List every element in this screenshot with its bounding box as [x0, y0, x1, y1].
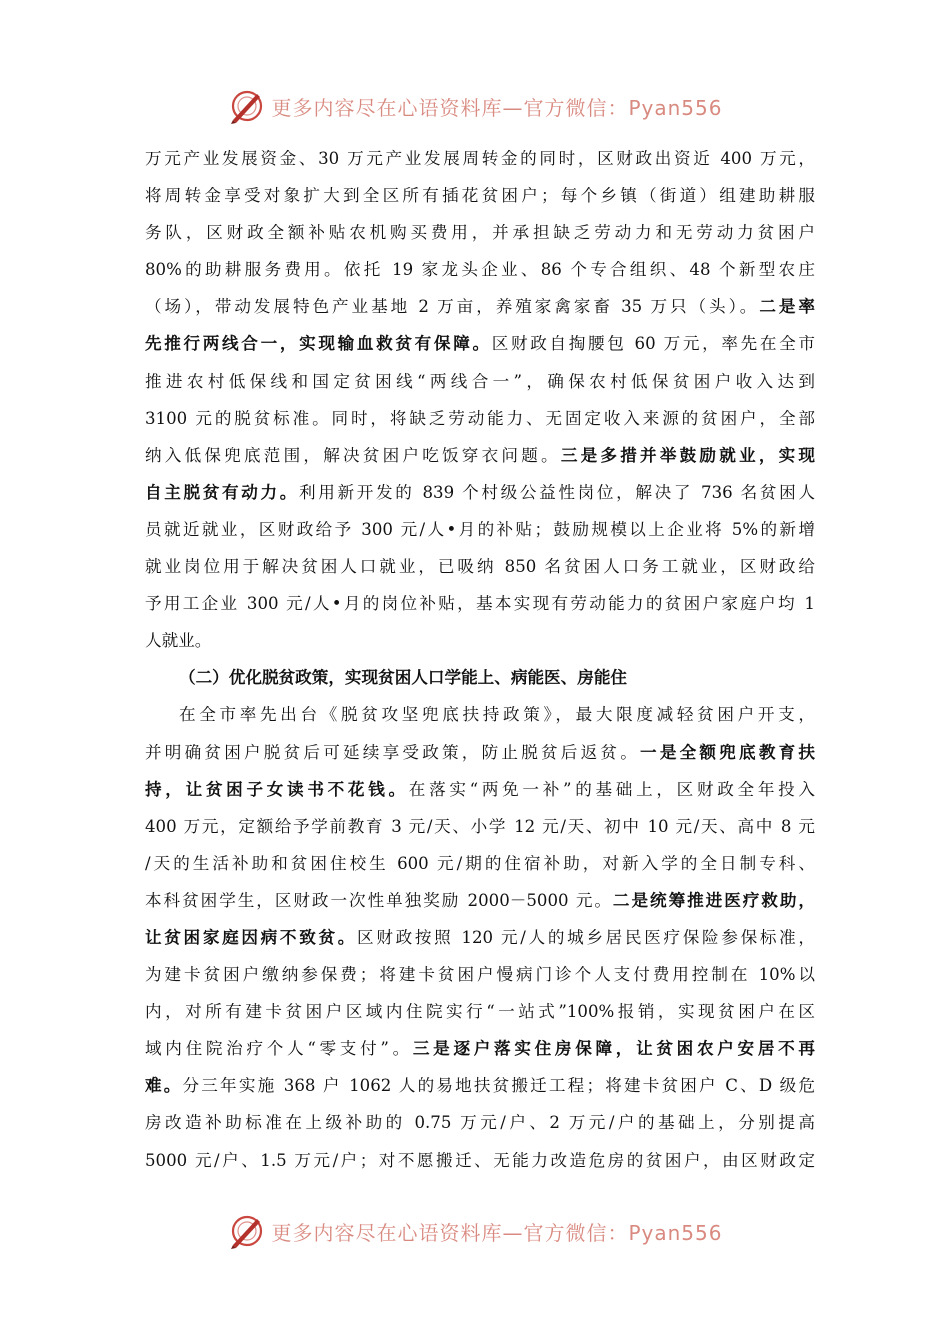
bold-heading: 三是多措并举鼓励就业，实现: [560, 444, 816, 465]
bold-heading: 持，让贫困子女读书不花钱。: [145, 778, 409, 799]
bold-heading: 难。: [145, 1075, 183, 1096]
bold-heading: 先推行两线合一，实现输血救贫有保障。: [145, 333, 492, 354]
text-line: （场），带动发展特色产业基地 2 万亩，养殖家禽家畜 35 万只（头）。二是率: [145, 296, 816, 317]
text-line: 持，让贫困子女读书不花钱。在落实“两免一补”的基础上，区财政全年投入: [145, 778, 816, 799]
text-line: 并明确贫困户脱贫后可延续享受政策，防止脱贫后返贫。一是全额兜底教育扶: [145, 741, 816, 762]
pen-logo-icon: [227, 1211, 267, 1251]
text-line: 自主脱贫有动力。利用新开发的 839 个村级公益性岗位，解决了 736 名贫困人: [145, 481, 816, 502]
text-line: 400 万元，定额给予学前教育 3 元/天、小学 12 元/天、初中 10 元/天、高中 8 元: [145, 816, 815, 836]
text-line: 推进农村低保线和国定贫困线“两线合一”，确保农村低保贫困户收入达到: [145, 371, 815, 391]
text-line: 万元产业发展资金、30 万元产业发展周转金的同时，区财政出资近 400 万元，: [145, 149, 815, 168]
text-line: 纳入低保兜底范围，解决贫困户吃饭穿衣问题。三是多措并举鼓励就业，实现: [145, 444, 816, 465]
watermark-header: [0, 84, 950, 128]
text-line: 内，对所有建卡贫困户区域内住院实行“一站式”100%报销，实现贫困户在区: [145, 1002, 815, 1022]
text-line: 为建卡贫困户缴纳参保费；将建卡贫困户慢病门诊个人支付费用控制在 10%以: [145, 965, 815, 985]
watermark-footer: [0, 1209, 950, 1253]
section-heading: （二）优化脱贫政策，实现贫困人口学能上、病能医、房能住: [179, 667, 628, 688]
bold-heading: 二是率: [759, 296, 816, 317]
text-line: 将周转金享受对象扩大到全区所有插花贫困户；每个乡镇（街道）组建助耕服: [145, 186, 815, 206]
text-line: 域内住院治疗个人“零支付”。三是逐户落实住房保障，让贫困农户安居不再: [145, 1038, 816, 1059]
text-line: 房改造补助标准在上级补助的 0.75 万元/户、2 万元/户的基础上，分别提高: [145, 1113, 815, 1133]
text-line: 先推行两线合一，实现输血救贫有保障。区财政自掏腰包 60 万元，率先在全市: [145, 333, 816, 354]
pen-logo-icon: [227, 86, 267, 126]
bold-heading: 二是统筹推进医疗救助，: [612, 889, 815, 910]
text-line: 5000 元/户、1.5 万元/户；对不愿搬迁、无能力改造危房的贫困户，由区财政定: [145, 1150, 815, 1170]
text-line: 务队，区财政全额补贴农机购买费用，并承担缺乏劳动力和无劳动力贫困户: [145, 223, 815, 243]
bold-heading: 三是逐户落实住房保障，让贫困农户安居不再: [412, 1038, 816, 1059]
text-line: 员就近就业，区财政给予 300 元/人•月的补贴；鼓励规模以上企业将 5%的新增: [145, 519, 815, 539]
text-line: 3100 元的脱贫标准。同时，将缺乏劳动能力、无固定收入来源的贫困户，全部: [145, 408, 815, 428]
bold-heading: 自主脱贫有动力。: [145, 481, 300, 502]
text-line: 予用工企业 300 元/人•月的岗位补贴，基本实现有劳动能力的贫困户家庭户均 1: [145, 594, 815, 614]
bold-heading: 一是全额兜底教育扶: [640, 741, 816, 762]
text-line: 80%的助耕服务费用。依托 19 家龙头企业、86 个专合组织、48 个新型农庄: [145, 260, 815, 280]
bold-heading: 让贫困家庭因病不致贫。: [145, 926, 358, 947]
text-line: 本科贫困学生，区财政一次性单独奖励 2000－5000 元。二是统筹推进医疗救助，: [145, 889, 815, 910]
watermark-text: 更多内容尽在心语资料库—官方微信：Pyan556: [271, 95, 723, 120]
watermark-text: 更多内容尽在心语资料库—官方微信：Pyan556: [271, 1220, 723, 1245]
text-line: /天的生活补助和贫困住校生 600 元/期的住宿补助，对新入学的全日制专科、: [145, 853, 815, 873]
text-line: 就业岗位用于解决贫困人口就业，已吸纳 850 名贫困人口务工就业，区财政给: [145, 557, 815, 577]
text-line: 让贫困家庭因病不致贫。区财政按照 120 元/人的城乡居民医疗保险参保标准，: [145, 926, 816, 947]
document-body: [145, 140, 815, 1179]
text-line: 人就业。: [145, 631, 212, 651]
text-line: 难。分三年实施 368 户 1062 人的易地扶贫搬迁工程；将建卡贫困户 C、D 级危: [145, 1075, 815, 1096]
text-line: 在全市率先出台《脱贫攻坚兜底扶持政策》，最大限度减轻贫困户开支，: [179, 705, 815, 725]
